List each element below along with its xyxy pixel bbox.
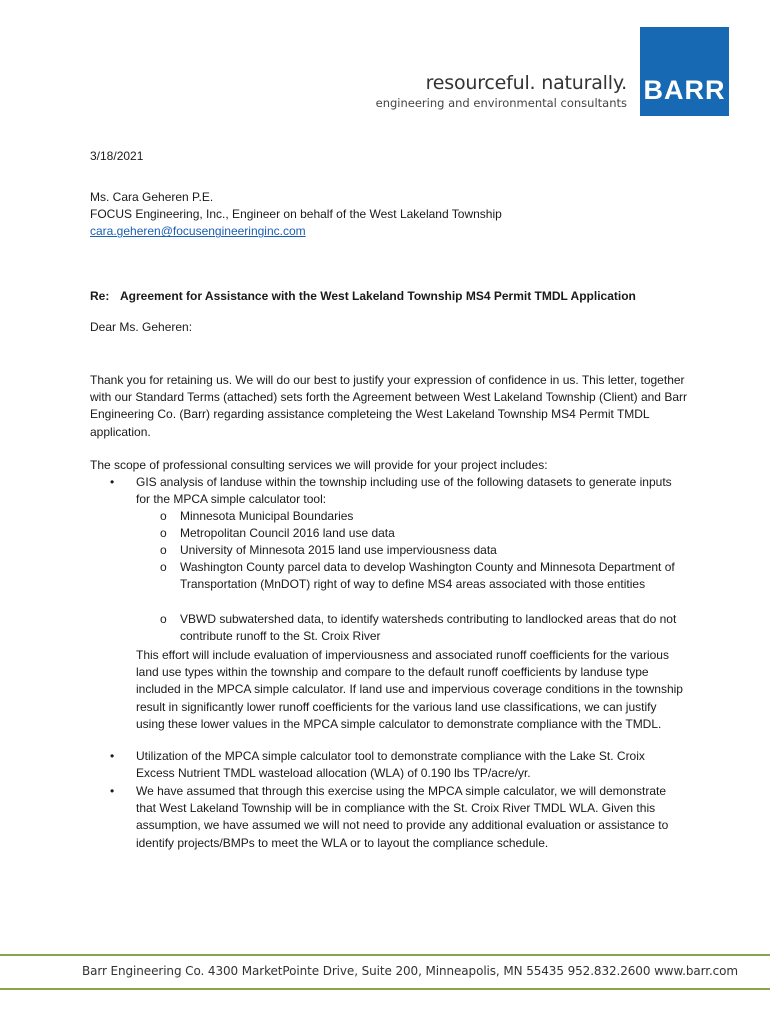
re-subject: Agreement for Assistance with the West Lakeland Township MS4 Permit TMDL Application — [120, 289, 636, 303]
sub-item-text: VBWD subwatershed data, to identify watersheds contributing to landlocked areas that do not contribute runoff to the St. Croix River — [180, 612, 677, 644]
salutation: Dear Ms. Geheren: — [90, 320, 193, 334]
intro-paragraph: Thank you for retaining us. We will do our best to justify your expression of confidence in us. This letter, together with our Standard Terms (attached) sets forth the Agreement between West Lakeland Township (Client) and Barr Engineering Co. (Barr) regarding assistance completeing the West Lakeland Township MS4 Permit TMDL application. — [90, 373, 687, 439]
footer-address: Barr Engineering Co. 4300 MarketPointe Drive, Suite 200, Minneapolis, MN 55435 952.832.2600 www.barr.com — [82, 964, 739, 978]
circle-bullet-icon: o — [160, 560, 167, 574]
recipient-name: Ms. Cara Geheren P.E. — [90, 190, 214, 204]
list-item — [110, 748, 690, 782]
footer-divider-top — [0, 954, 770, 956]
letter-date: 3/18/2021 — [90, 149, 144, 163]
sub-list-item — [160, 559, 680, 593]
sub-item-text: Metropolitan Council 2016 land use data — [180, 526, 395, 540]
bullet-icon: • — [110, 749, 115, 763]
effort-paragraph: This effort will include evaluation of imperviousness and associated runoff coefficients for the various land use types within the township and compare to the default runoff coefficients by landuse type included in the MPCA simple calculator. If land use and impervious coverage conditions in the township result in significantly lower runoff coefficients for the various land use classifications, we can justify using these lower values in the MPCA simple calculator to demonstrate compliance with the TMDL. — [136, 648, 683, 731]
recipient-block — [90, 189, 502, 241]
bullet-text: We have assumed that through this exercise using the MPCA simple calculator, we will demonstrate that West Lakeland Township will be in compliance with the St. Croix River TMDL WLA. Given this assumption, we have assumed we will not need to provide any additional evaluation or assistance to identify projects/BMPs to meet the WLA or to layout the compliance schedule. — [136, 784, 669, 850]
circle-bullet-icon: o — [160, 543, 167, 557]
subject-line — [90, 289, 636, 303]
sub-list-item — [160, 611, 680, 645]
list-item — [110, 783, 690, 852]
bullet-icon: • — [110, 784, 115, 798]
sub-list-item — [160, 525, 680, 542]
footer-divider-bottom — [0, 988, 770, 990]
bullet-icon: • — [110, 475, 115, 489]
list-item — [110, 474, 690, 508]
sub-list-item — [160, 542, 680, 559]
recipient-company: FOCUS Engineering, Inc., Engineer on behalf of the West Lakeland Township — [90, 207, 502, 222]
sub-list-item — [160, 508, 680, 525]
re-label: Re: — [90, 289, 110, 303]
circle-bullet-icon: o — [160, 612, 167, 626]
logo-text: BARR — [643, 75, 726, 105]
bullet-text: GIS analysis of landuse within the township including use of the following datasets to generate inputs for the MPCA simple calculator tool: — [136, 475, 672, 507]
barr-logo — [640, 27, 729, 116]
circle-bullet-icon: o — [160, 509, 167, 523]
bullet-text: Utilization of the MPCA simple calculator tool to demonstrate compliance with the Lake St. Croix Excess Nutrient TMDL wasteload allocation (WLA) of 0.190 lbs TP/acre/yr. — [136, 749, 645, 781]
sub-item-text: University of Minnesota 2015 land use imperviousness data — [180, 543, 497, 557]
scope-intro: The scope of professional consulting services we will provide for your project includes: — [90, 458, 548, 472]
subtagline: engineering and environmental consultants — [375, 96, 627, 110]
sub-item-text: Minnesota Municipal Boundaries — [180, 509, 354, 523]
circle-bullet-icon: o — [160, 526, 167, 540]
tagline: resourceful. naturally. — [425, 72, 627, 94]
recipient-email-link[interactable]: cara.geheren@focusengineeringinc.com — [90, 224, 306, 239]
sub-item-text: Washington County parcel data to develop Washington County and Minnesota Department of Transportation (MnDOT) right of way to define MS4 areas associated with those entities — [180, 560, 675, 592]
